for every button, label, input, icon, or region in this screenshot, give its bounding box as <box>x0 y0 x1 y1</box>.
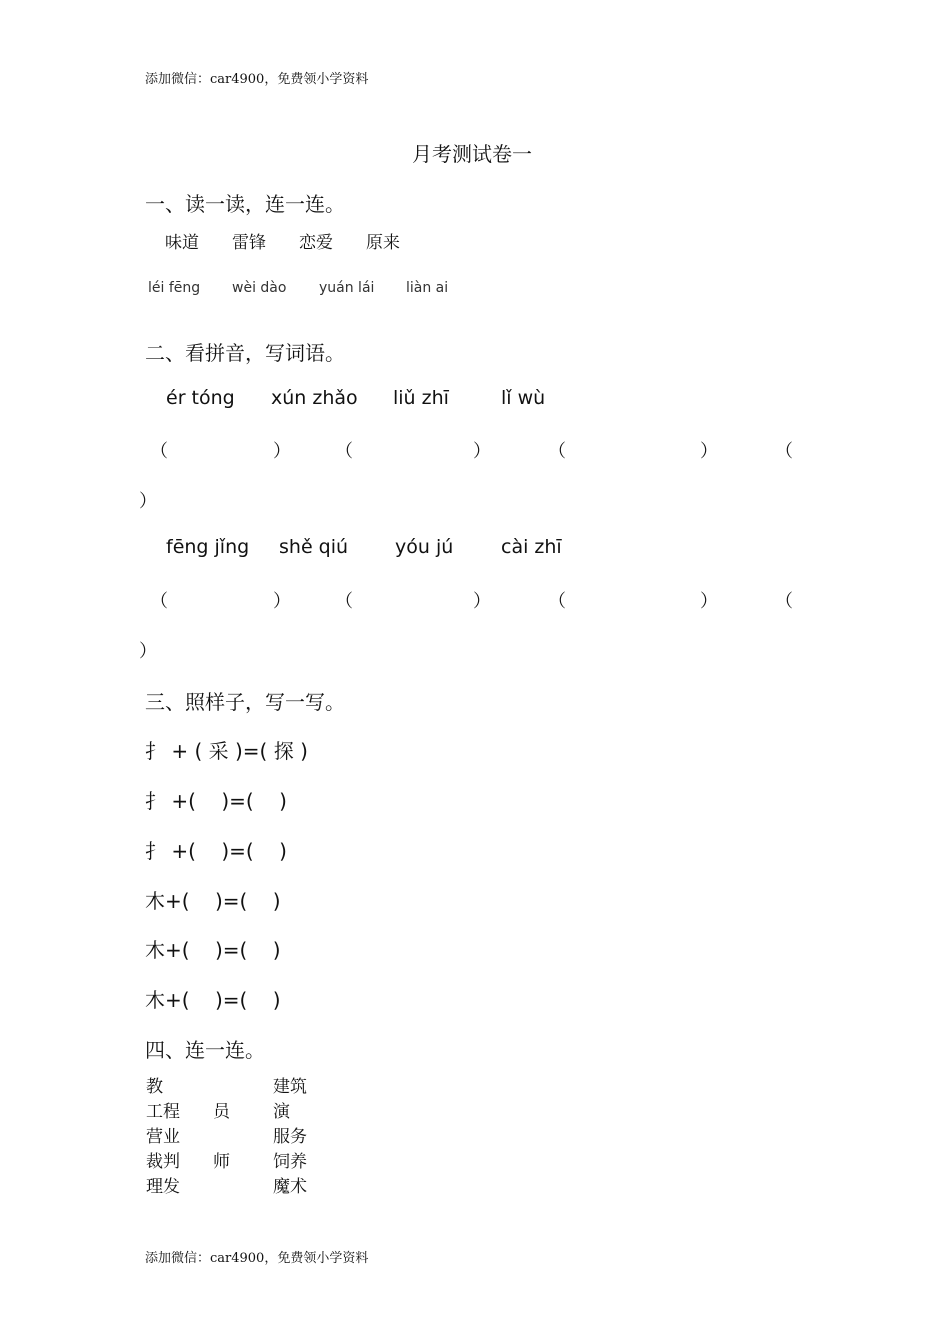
pinyin-item: léi fēng <box>148 280 201 296</box>
word-item: 味道 <box>165 233 199 253</box>
pinyin-prompt: liǔ zhī <box>393 387 449 409</box>
answer-open-paren: （ <box>548 591 566 612</box>
word-item: 原来 <box>366 233 400 253</box>
pinyin-prompt: fēng jǐng <box>166 536 250 558</box>
match-middle-item: 师 <box>213 1152 230 1172</box>
pinyin-item: wèi dào <box>232 280 287 296</box>
answer-open-paren: （ <box>335 591 353 612</box>
section2-heading: 二、看拼音，写词语。 <box>145 341 345 365</box>
answer-close-paren: ） <box>473 591 491 612</box>
pinyin-prompt: shě qiú <box>279 536 349 558</box>
pinyin-prompt: lǐ wù <box>501 387 546 409</box>
section3-heading: 三、照样子，写一写。 <box>145 690 345 714</box>
match-middle-item: 员 <box>213 1102 230 1122</box>
match-right-item: 演 <box>273 1102 290 1122</box>
equation-line: 木+( )=( ) <box>145 988 281 1012</box>
pinyin-item: yuán lái <box>319 280 375 296</box>
pinyin-prompt: ér tóng <box>166 387 235 409</box>
answer-close-paren: ） <box>273 591 291 612</box>
match-right-item: 服务 <box>273 1127 307 1147</box>
match-left-item: 理发 <box>146 1177 180 1197</box>
answer-open-paren: （ <box>150 441 168 462</box>
answer-open-paren: （ <box>150 591 168 612</box>
answer-close-paren: ） <box>139 491 157 512</box>
pinyin-prompt: cài zhī <box>501 536 562 558</box>
example-equation: 扌 + ( 采 )=( 探 ) <box>145 739 308 763</box>
answer-close-paren: ） <box>273 441 291 462</box>
answer-close-paren: ） <box>700 591 718 612</box>
match-right-item: 魔术 <box>273 1177 307 1197</box>
match-left-item: 工程 <box>146 1102 180 1122</box>
equation-line: 扌 +( )=( ) <box>145 789 287 813</box>
pinyin-prompt: yóu jú <box>395 536 454 558</box>
equation-line: 木+( )=( ) <box>145 938 281 962</box>
page-title: 月考测试卷一 <box>412 142 532 166</box>
pinyin-item: liàn ai <box>406 280 449 296</box>
match-right-item: 饲养 <box>273 1152 307 1172</box>
answer-close-paren: ） <box>139 641 157 662</box>
answer-close-paren: ） <box>700 441 718 462</box>
page-footer: 添加微信：car4900，免费领小学资料 <box>145 1251 369 1266</box>
section1-heading: 一、读一读，连一连。 <box>145 192 345 216</box>
answer-open-paren: （ <box>775 441 793 462</box>
section4-heading: 四、连一连。 <box>145 1038 265 1062</box>
word-item: 恋爱 <box>299 233 333 253</box>
match-right-item: 建筑 <box>273 1077 307 1097</box>
word-item: 雷锋 <box>232 233 266 253</box>
page-header: 添加微信：car4900，免费领小学资料 <box>145 72 369 87</box>
pinyin-prompt: xún zhǎo <box>271 387 358 409</box>
match-left-item: 教 <box>146 1077 163 1097</box>
equation-line: 木+( )=( ) <box>145 889 281 913</box>
match-left-item: 裁判 <box>146 1152 180 1172</box>
answer-open-paren: （ <box>548 441 566 462</box>
answer-close-paren: ） <box>473 441 491 462</box>
answer-open-paren: （ <box>335 441 353 462</box>
answer-open-paren: （ <box>775 591 793 612</box>
match-left-item: 营业 <box>146 1127 180 1147</box>
equation-line: 扌 +( )=( ) <box>145 839 287 863</box>
